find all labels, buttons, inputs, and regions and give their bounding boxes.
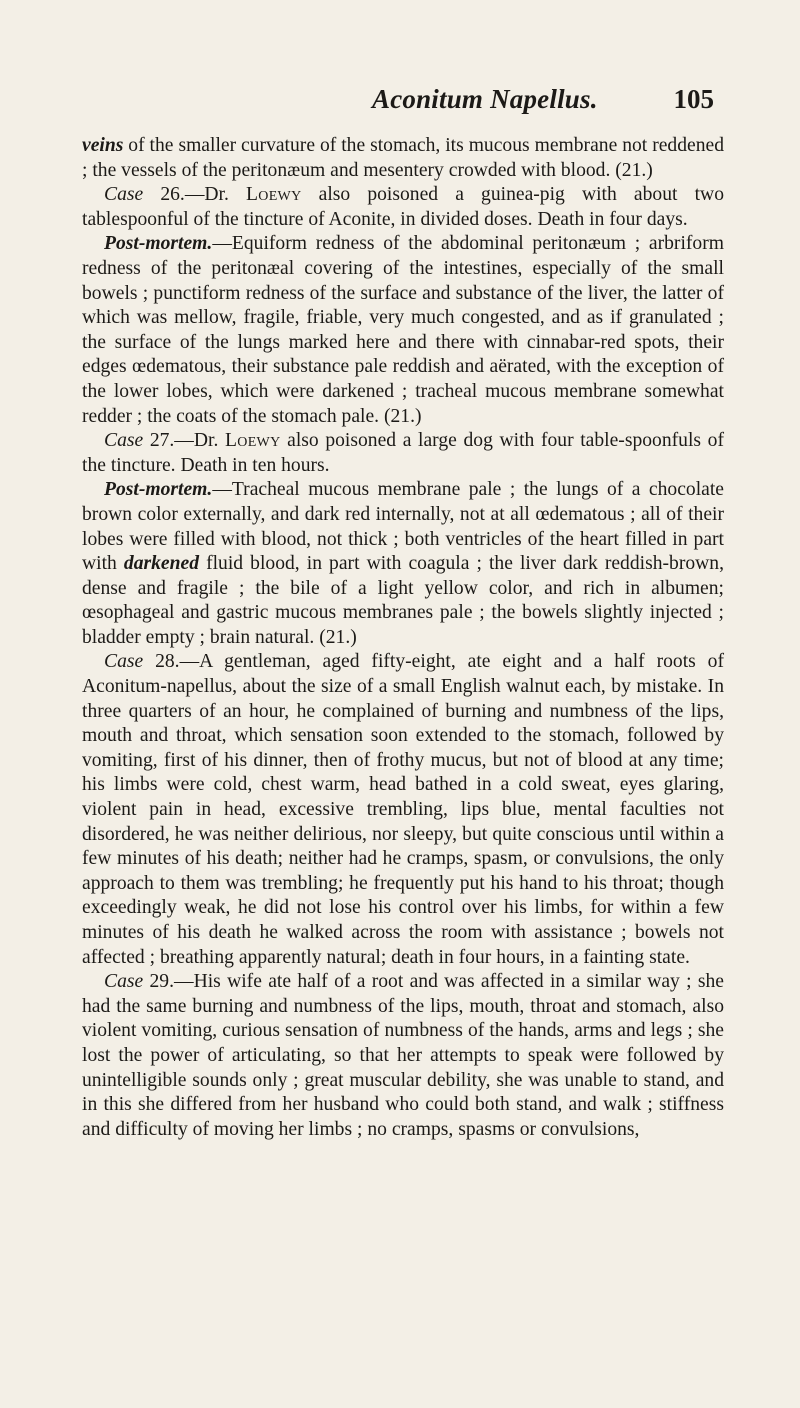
page-number: 105 bbox=[673, 84, 714, 114]
author-name: Loewy bbox=[225, 430, 281, 452]
paragraph-text: 26.—Dr. bbox=[143, 184, 247, 206]
emphasis-text: veins bbox=[82, 135, 124, 156]
case-label: Case bbox=[104, 651, 144, 673]
paragraph-text: 28.—A gentleman, aged fifty-eight, ate eight and a half roots of Aconitum-napellus, about the size of a small English walnut each, by mistake. In three quarters of an hour, he complained of burning and numbness of the lips, mouth and throat, which sensation soon extended to the stomach, followed by vomiting, first of his dinner, then of frothy mucus, but not of blood at any time; his limbs were cold, chest warm, head bathed in a cold sweat, eyes glaring, violent pain in head, excessive trembling, lips blue, mental faculties not disordered, he was neither delirious, nor sleepy, but quite conscious until within a few minutes of his death; neither had he cramps, spasm, or convulsions, the only approach to them was trembling; he frequently put his hand to his throat; though exceedingly weak, he did not lose his control over his limbs, for within a few minutes of his death he walked across the room with assistance ; bowels not affected ; breathing apparently natural; death in four hours, in a fainting state. bbox=[82, 651, 724, 968]
paragraph-text: also poisoned a large dog with four table-spoonfuls of the tincture. Death in ten hours. bbox=[82, 430, 724, 476]
paragraph-text: fluid blood, in part with coagula ; the liver dark reddish-brown, dense and fragile ; the bile of a light yellow color, and rich in albumen; œsophageal and gastric mucous membranes pale ; the bowels slightly injected ; bladder empty ; brain natural. (21.) bbox=[82, 553, 725, 648]
paragraph bbox=[82, 478, 724, 650]
running-title: Aconitum Napellus. bbox=[372, 84, 598, 114]
case-label: Case bbox=[104, 184, 144, 206]
emphasis-text: darkened bbox=[123, 553, 200, 575]
paragraph bbox=[82, 970, 724, 1142]
case-label: Case bbox=[104, 971, 144, 993]
paragraph bbox=[82, 183, 724, 232]
paragraph-text: —Tracheal mucous membrane pale ; the lungs of a chocolate brown color externally, and dark red internally, not at all œdematous ; all of their lobes were filled with blood, not thick ; both ventricles of the heart filled in part with bbox=[82, 479, 724, 575]
running-head bbox=[82, 84, 724, 134]
author-name: Loewy bbox=[246, 184, 302, 206]
paragraph-text: of the smaller curvature of the stomach, its mucous membrane not reddened ; the vessels of the peritonæum and mesentery crowded with blood. (21.) bbox=[82, 135, 724, 181]
paragraph-text: —Equiform redness of the abdominal peritonæum ; arbriform redness of the peritonæal covering of the intestines, especially of the small bowels ; punctiform redness of the surface and substance of the liver, the latter of which was mellow, fragile, friable, very much congested, and as if granulated ; the surface of the lungs marked here and there with cinnabar-red spots, their edges œdematous, their substance pale reddish and aërated, with the exception of the lower lobes, which were darkened ; tracheal mucous membrane somewhat redder ; the coats of the stomach pale. (21.) bbox=[82, 233, 724, 427]
paragraph-text: also poisoned a guinea-pig with about two tablespoonful of the tincture of Aconite, in divided doses. Death in four days. bbox=[82, 184, 724, 230]
emphasis-text: Post-mortem. bbox=[104, 233, 213, 255]
paragraph bbox=[82, 232, 724, 429]
paragraph-text: 29.—His wife ate half of a root and was affected in a similar way ; she had the same burning and numbness of the lips, mouth, throat and stomach, also violent vomiting, curious sensation of numbness of the hands, arms and legs ; she lost the power of articulating, so that her attempts to speak were followed by unintelligible sounds only ; great muscular debility, she was unable to stand, and in this she differed from her husband who could both stand, and walk ; stiffness and difficulty of moving her limbs ; no cramps, spasms or convulsions, bbox=[82, 971, 724, 1140]
paragraph bbox=[82, 134, 724, 183]
case-label: Case bbox=[104, 430, 144, 452]
paragraph-text: 27.—Dr. bbox=[143, 430, 226, 452]
body-text bbox=[82, 134, 724, 1142]
emphasis-text: Post-mortem. bbox=[104, 479, 213, 501]
paragraph bbox=[82, 429, 724, 478]
paragraph bbox=[82, 650, 724, 970]
